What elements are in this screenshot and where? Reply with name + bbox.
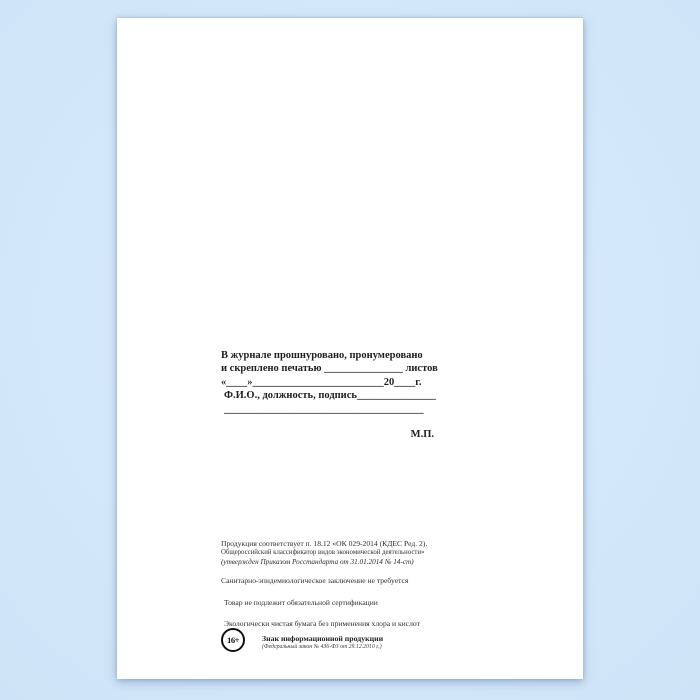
binding-record-line-1: В журнале прошнуровано, пронумеровано [221, 350, 423, 361]
binding-record-line-5: ______________________________________ [224, 403, 424, 415]
binding-record-line-4: Ф.И.О., должность, подпись_______________ [224, 390, 436, 402]
journal-back-page [117, 18, 583, 679]
certification-note: Товар не подлежит обязательной сертификации [224, 598, 378, 607]
compliance-line-3: (утвержден Приказом Росстандарта от 31.01.2014 № 14-ст) [221, 557, 414, 566]
age-rating-16plus-icon: 16+ [221, 628, 245, 652]
binding-record-block [221, 349, 436, 441]
binding-record-line-3: «____»_________________________20____г. [221, 376, 422, 388]
compliance-line-1: Продукция соответствует п. 18.12 «ОК 029-2014 (КДЕС Ред. 2). [221, 539, 428, 548]
age-rating-law: (Федеральный закон № 436-ФЗ от 29.12.2010 г.) [262, 643, 382, 650]
binding-record-line-2: и скреплено печатью _______________ листов [221, 363, 438, 375]
compliance-line-2: Общероссийский классификатор видов экономической деятельности» [221, 549, 425, 556]
sanitary-note: Санитарно-эпидемиологическое заключение не требуется [221, 576, 409, 585]
seal-placeholder: М.П. [410, 428, 434, 440]
age-rating-texts [262, 628, 383, 651]
ecology-note: Экологически чистая бумага без применения хлора и кислот [224, 619, 420, 628]
age-rating-label: Знак информационной продукции [262, 634, 384, 643]
age-rating-row [221, 628, 383, 652]
product-compliance-note [221, 539, 466, 567]
